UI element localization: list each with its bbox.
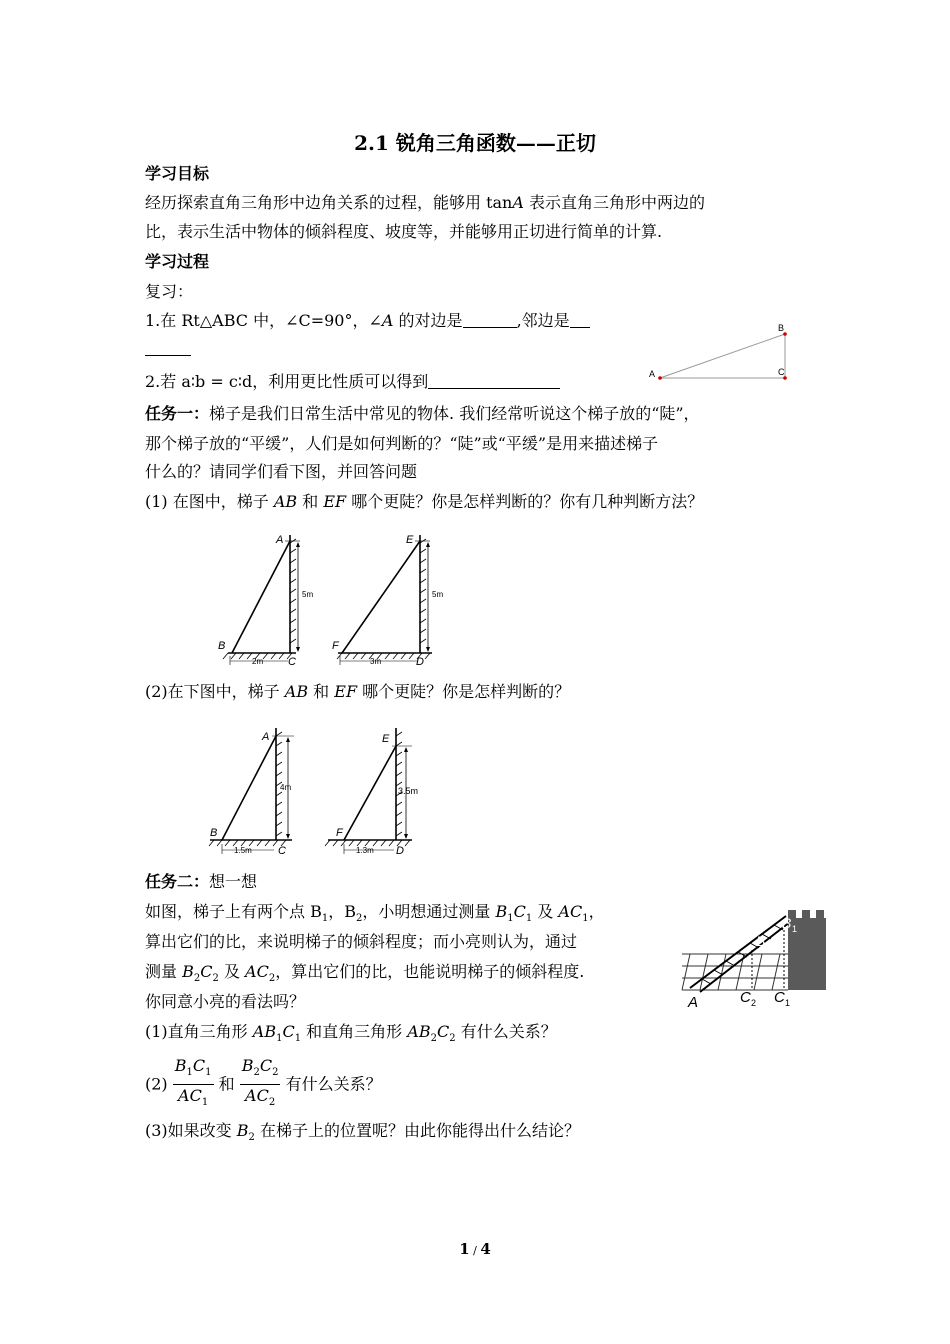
sub-2: 2 (212, 973, 219, 985)
total-pages: 4 (480, 1240, 491, 1258)
var-a: A (407, 1022, 419, 1041)
label-e: E (406, 534, 414, 546)
task2-line-4: 你同意小亮的看法吗？ (145, 992, 306, 1011)
current-page: 1 (459, 1240, 470, 1258)
label-b: B (218, 640, 226, 652)
var-c: C (189, 1086, 202, 1106)
t2q2-text: 和 (218, 1074, 240, 1094)
height-label: 4m (280, 783, 292, 792)
goal-text: 表示直角三角形中两边的 (523, 193, 706, 212)
var-c: C (569, 902, 583, 921)
label-c2: C (740, 989, 751, 1006)
q2-text: 2.若 a∶b = c∶d，利用更比性质可以得到 (145, 372, 429, 391)
sub-1: 1 (186, 1067, 193, 1079)
t1q2-text: (2)在下图中，梯子 (145, 682, 285, 701)
label-a: A (276, 534, 284, 546)
var-a: A (245, 1086, 257, 1106)
var-ef: EF (334, 682, 358, 701)
wall-ladder-figure (680, 908, 832, 1010)
label-e: E (382, 733, 390, 745)
t2-text: 如图，梯子上有两个点 B (145, 902, 322, 921)
label-d: D (396, 845, 404, 857)
page-separator: / (469, 1244, 481, 1257)
label-b1: B (782, 915, 792, 931)
sub-1: 1 (792, 924, 798, 934)
height-label: 3.5m (398, 786, 419, 796)
label-b: B (778, 323, 785, 333)
task2-text: 想一想 (209, 872, 258, 891)
t1q1-text: 和 (297, 492, 324, 511)
fraction-b2c2-over-ac2 (240, 1056, 281, 1113)
goal-line-1 (145, 193, 705, 213)
task1-question-1 (145, 492, 703, 512)
q1-text: 1.在 Rt△ABC 中，∠C=90°，∠ (145, 311, 382, 330)
t2-text: 及 (218, 962, 246, 981)
var-c: C (192, 1056, 206, 1075)
var-b: B (182, 962, 194, 981)
goal-heading: 学习目标 (145, 164, 210, 183)
label-c: C (278, 845, 286, 857)
task1-label: 任务一： (145, 404, 210, 423)
ladder-figure-set-1 (210, 525, 460, 670)
var-b: B (418, 1022, 431, 1041)
sub-1: 1 (276, 1033, 283, 1045)
ladder-figure-set-2 (200, 720, 440, 860)
t2q1-text: (1)直角三角形 (145, 1022, 253, 1041)
t2q2-text: 有什么关系？ (285, 1074, 382, 1094)
sub-2: 2 (430, 1033, 437, 1045)
sub-1: 1 (582, 913, 589, 925)
label-d: D (416, 656, 424, 668)
task2-line-2: 算出它们的比，来说明梯子的倾斜程度；而小亮则认为，通过 (145, 932, 578, 951)
t2-text: ，B (328, 902, 356, 921)
var-b: B (495, 902, 508, 921)
t1q2-text: 和 (308, 682, 335, 701)
label-c: C (778, 367, 785, 377)
var-a: A (245, 962, 257, 981)
label-a: A (649, 369, 656, 379)
sub-2: 2 (248, 1132, 255, 1144)
t1q1-text: 哪个更陡？你是怎样判断的？你有几种判断方法？ (346, 492, 704, 511)
sub-1: 1 (507, 913, 514, 925)
t1q2-text: 哪个更陡？你是怎样判断的？ (357, 682, 571, 701)
task1-line-2: 那个梯子放的“平缓”，人们是如何判断的？“陡”或“平缓”是用来描述梯子 (145, 434, 659, 453)
task2-question-3 (145, 1121, 580, 1148)
var-b: B (174, 1056, 187, 1075)
var-a: A (381, 311, 394, 330)
q1-text: ,邻边是 (516, 311, 570, 330)
sub-2: 2 (193, 973, 201, 985)
answer-blank-continued[interactable] (145, 355, 191, 356)
t2q2-text: (2) (145, 1074, 168, 1094)
answer-blank[interactable] (570, 311, 590, 328)
label-a: A (262, 731, 270, 743)
var-b: B (236, 1121, 249, 1140)
width-label: 2m (252, 657, 264, 666)
t1q1-text: (1) 在图中，梯子 (145, 492, 274, 511)
label-f: F (332, 640, 339, 652)
var-b: B (241, 1056, 254, 1075)
question-1 (145, 311, 590, 331)
sub-2: 2 (766, 942, 772, 952)
var-a: A (178, 1086, 190, 1106)
goal-line-2: 比，表示生活中物体的倾斜程度、坡度等，并能够用正切进行简单的计算. (145, 222, 663, 241)
t2q1-text: 有什么关系？ (455, 1022, 557, 1041)
task2-question-1 (145, 1022, 557, 1049)
t2q3-text: 在梯子上的位置呢？由此你能得出什么结论？ (254, 1121, 580, 1140)
question-2 (145, 372, 560, 392)
t2q1-text: 和直角三角形 (301, 1022, 408, 1041)
task1-line-1 (145, 404, 700, 424)
var-ab: AB (273, 492, 298, 511)
sub-1: 1 (205, 1067, 212, 1079)
ladder-diagram-ab-2 (209, 728, 294, 857)
review-label: 复习： (145, 282, 194, 301)
sub-1: 1 (321, 913, 329, 925)
label-f: F (336, 827, 343, 839)
var-ab: AB (284, 682, 309, 701)
sub-2: 2 (253, 1067, 260, 1079)
width-label: 1.5m (234, 846, 252, 855)
t2-text: ，小明想通过测量 (362, 902, 496, 921)
width-label: 3m (370, 657, 382, 666)
sub-2: 2 (268, 973, 276, 985)
answer-blank[interactable] (428, 372, 560, 389)
answer-blank[interactable] (463, 311, 517, 328)
label-c1: C (774, 989, 785, 1006)
sub-1: 1 (201, 1097, 209, 1109)
task1-line-3: 什么的？请同学们看下图，并回答问题 (145, 462, 418, 481)
triangle-shape (660, 334, 785, 378)
var-a: A (512, 193, 524, 212)
var-a: A (252, 1022, 265, 1041)
var-c: C (256, 1086, 269, 1106)
width-label: 1.3m (356, 846, 374, 855)
sub-2: 2 (268, 1097, 276, 1109)
var-c: C (200, 962, 213, 981)
task2-label: 任务二： (145, 872, 210, 891)
var-c: C (282, 1022, 295, 1041)
sub-2: 2 (272, 1067, 279, 1079)
task2-heading (145, 872, 257, 892)
var-b: B (264, 1022, 277, 1041)
point-a (658, 376, 662, 380)
var-ef: EF (323, 492, 347, 511)
task2-line-3 (145, 962, 584, 989)
sub-2: 2 (356, 913, 363, 925)
t2-text: 测量 (145, 962, 183, 981)
height-label: 5m (302, 590, 314, 599)
label-a: A (688, 994, 699, 1010)
height-label: 5m (432, 590, 444, 599)
ground-grid (682, 954, 788, 990)
ladder-diagram-ab (218, 534, 313, 668)
task2-line-1: 如图，梯子上有两个点 $B_1$，$B_2$，小明想通过测量 $B_1C_1$ 及 $AC_1$， (145, 902, 605, 925)
label-b: B (210, 827, 218, 839)
sub-1: 1 (525, 913, 533, 925)
label-b2: B (756, 933, 766, 949)
sub-2: 2 (449, 1033, 456, 1045)
goal-text: 经历探索直角三角形中边角关系的过程，能够用 tan (145, 193, 513, 212)
t2q3-text: (3)如果改变 (145, 1121, 237, 1140)
task2-question-2 (145, 1056, 382, 1113)
label-c: C (288, 656, 296, 668)
var-c: C (259, 1056, 273, 1075)
fraction-b1c1-over-ac1 (173, 1056, 214, 1113)
sub-2: 2 (751, 998, 757, 1008)
ladder-diagram-ef (332, 534, 443, 668)
process-heading: 学习过程 (145, 252, 210, 271)
t2-text: ，算出它们的比，也能说明梯子的倾斜程度. (275, 962, 585, 981)
sub-1: 1 (785, 998, 791, 1008)
sub-1: 1 (294, 1033, 302, 1045)
task1-text: 梯子是我们日常生活中常见的物体. 我们经常听说这个梯子放的“陡”， (209, 404, 700, 423)
var-c: C (513, 902, 526, 921)
ladder-diagram-ef-2 (325, 728, 418, 857)
page-number (0, 1240, 950, 1258)
var-c: C (436, 1022, 450, 1041)
var-c: C (256, 962, 269, 981)
t2-text: 及 (532, 902, 559, 921)
var-a: A (558, 902, 570, 921)
q1-text: 的对边是 (393, 311, 463, 330)
small-triangle-figure (645, 320, 795, 390)
page-title: 2.1 锐角三角函数——正切 (354, 131, 596, 155)
task1-question-2 (145, 682, 570, 702)
